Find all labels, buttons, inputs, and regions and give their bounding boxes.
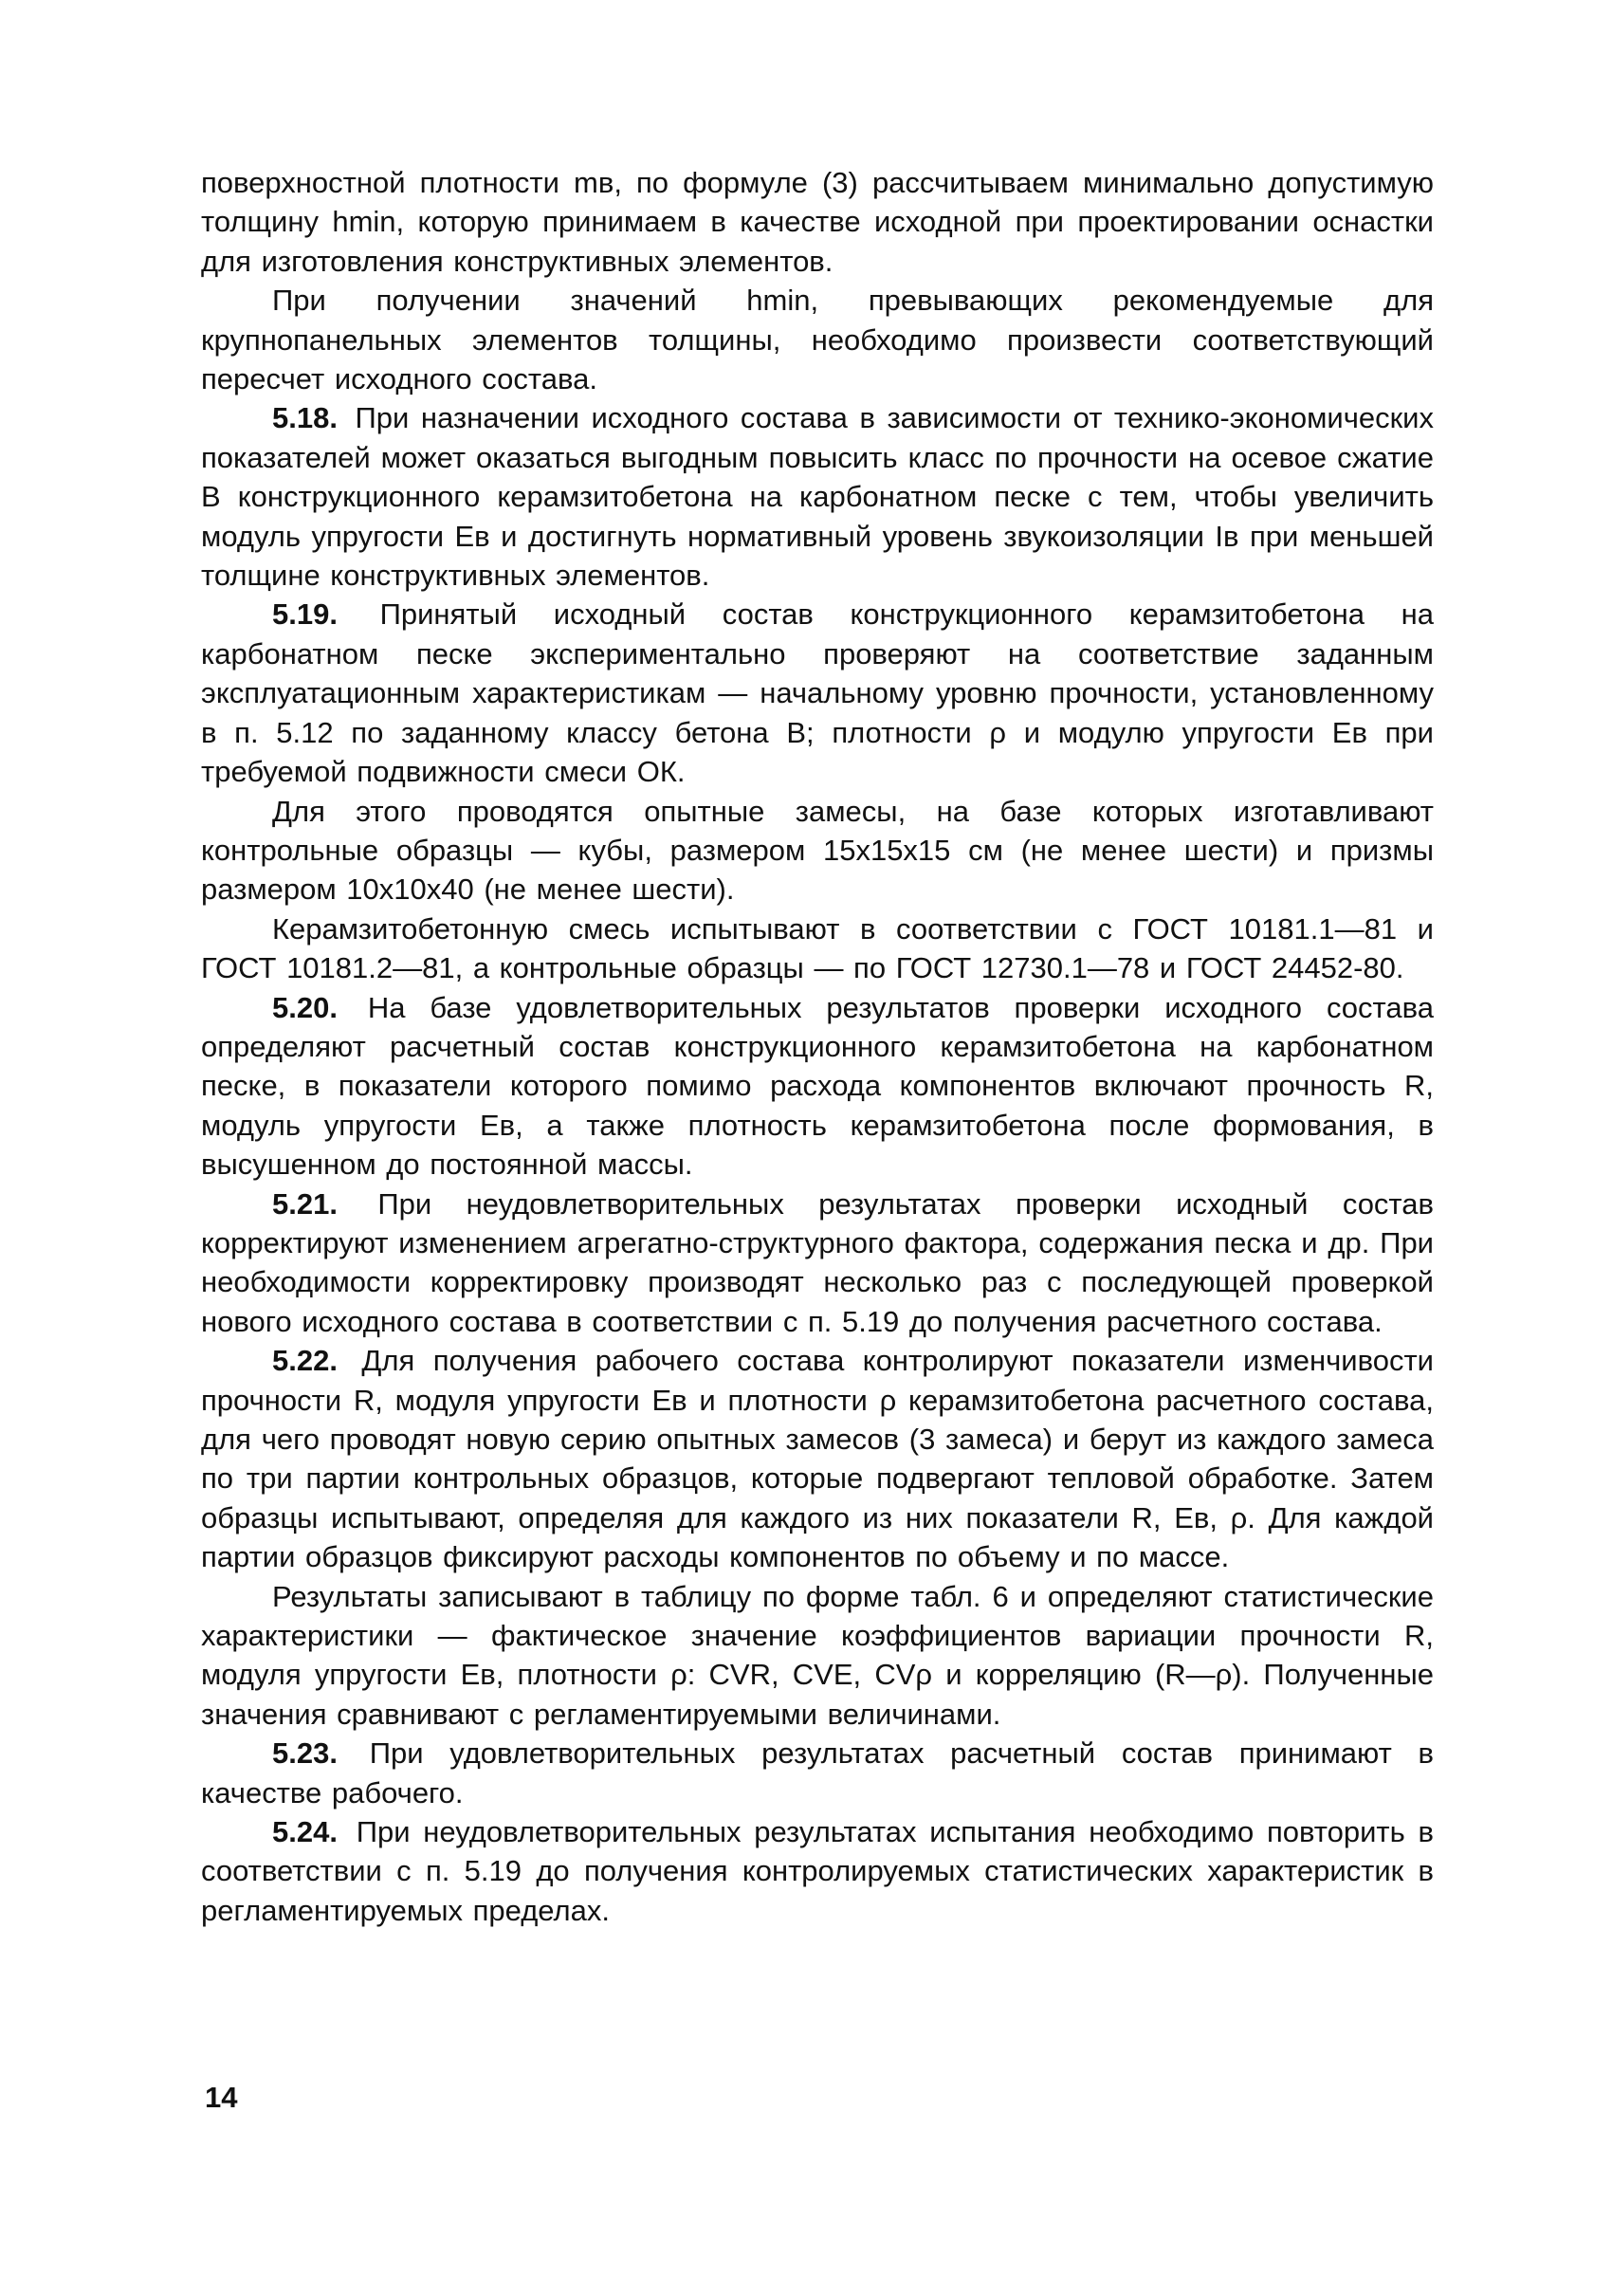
paragraph-gost-testing <box>201 909 1434 988</box>
paragraph-number: 5.23. <box>272 1736 338 1771</box>
paragraph-surface-density <box>201 163 1434 281</box>
paragraph-text: Для получения рабочего состава контролируют показатели изменчивости прочности R, модуля упругости Eв и плотности ρ керамзитобетона расчетного состава, для чего проводят новую серию опытных замесов (3 замеса) и берут из каждого замеса по три партии контрольных образцов, которые подвергают тепловой обработке. Затем образцы испытывают, определяя для каждого из них показатели R, Eв, ρ. Для каждой партии образцов фиксируют расходы компонентов по объему и по массе. <box>201 1344 1434 1574</box>
paragraph-text: При неудовлетворительных результатах проверки исходный состав корректируют изменением агрегатно-структурного фактора, содержания песка и др. При необходимости корректировку производят несколько раз с последующей проверкой нового исходного состава в соответствии с п. 5.19 до получения расчетного состава. <box>201 1186 1434 1338</box>
paragraph-text: Результаты записывают в таблицу по форме табл. 6 и определяют статистические характеристики — фактическое значение коэффициентов вариации прочности R, модуля упругости Eв, плотности ρ: CVR, CVE, CVρ и корреляцию (R—ρ). Полученные значения сравнивают с регламентируемыми величинами. <box>201 1579 1434 1731</box>
body-text <box>201 163 1434 1930</box>
paragraph-number: 5.19. <box>272 597 338 632</box>
paragraph-text: При удовлетворительных результатах расчетный состав принимают в качестве рабочего. <box>201 1736 1434 1809</box>
paragraph-5-18 <box>201 398 1434 595</box>
paragraph-test-batches <box>201 792 1434 909</box>
paragraph-text: На базе удовлетворительных результатов проверки исходного состава определяют расчетный состав конструкционного керамзитобетона на карбонатном песке, в показатели которого помимо расхода компонентов включают прочность R, модуль упругости Eв, а также плотность керамзитобетона после формования, в высушенном до постоянной массы. <box>201 990 1434 1182</box>
paragraph-5-20 <box>201 988 1434 1185</box>
paragraph-number: 5.20. <box>272 990 338 1024</box>
paragraph-text: При назначении исходного состава в зависимости от технико-экономических показателей может оказаться выгодным повысить класс по прочности на осевое сжатие В конструкционного керамзитобетона на карбонатном песке с тем, чтобы увеличить модуль упругости Eв и достигнуть нормативный уровень звукоизоляции Iв при меньшей толщине конструктивных элементов. <box>201 401 1434 593</box>
paragraph-number: 5.21. <box>272 1186 338 1221</box>
paragraph-5-22 <box>201 1341 1434 1576</box>
paragraph-text: При получении значений hmin, превывающих рекомендуемые для крупнопанельных элементов толщины, необходимо произвести соответствующий пересчет исходного состава. <box>201 284 1434 396</box>
paragraph-results-table <box>201 1577 1434 1735</box>
paragraph-5-19 <box>201 595 1434 791</box>
paragraph-number: 5.24. <box>272 1815 338 1849</box>
paragraph-5-24 <box>201 1812 1434 1930</box>
page-number: 14 <box>205 2081 238 2114</box>
paragraph-number: 5.18. <box>272 401 338 435</box>
paragraph-5-23 <box>201 1734 1434 1812</box>
paragraph-text: Принятый исходный состав конструкционного керамзитобетона на карбонатном песке экспериментально проверяют на соответствие заданным эксплуатационным характеристикам — начальному уровню прочности, установленному в п. 5.12 по заданному классу бетона В; плотности ρ и модулю упругости Eв при требуемой подвижности смеси ОК. <box>201 597 1434 789</box>
paragraph-number: 5.22. <box>272 1344 338 1378</box>
paragraph-text: поверхностной плотности mв, по формуле (3) рассчитываем минимально допустимую толщину hmin, которую принимаем в качестве исходной при проектировании оснастки для изготовления конструктивных элементов. <box>201 166 1434 278</box>
paragraph-text: Керамзитобетонную смесь испытывают в соответствии с ГОСТ 10181.1—81 и ГОСТ 10181.2—81, а контрольные образцы — по ГОСТ 12730.1—78 и ГОСТ 24452-80. <box>201 911 1434 985</box>
paragraph-text: Для этого проводятся опытные замесы, на базе которых изготавливают контрольные образцы — кубы, размером 15х15х15 см (не менее шести) и призмы размером 10х10х40 (не менее шести). <box>201 794 1434 907</box>
paragraph-5-21 <box>201 1185 1434 1342</box>
paragraph-text: При неудовлетворительных результатах испытания необходимо повторить в соответствии с п. 5.19 до получения контролируемых статистических характеристик в регламентируемых пределах. <box>201 1815 1434 1927</box>
paragraph-hmin-values <box>201 281 1434 398</box>
